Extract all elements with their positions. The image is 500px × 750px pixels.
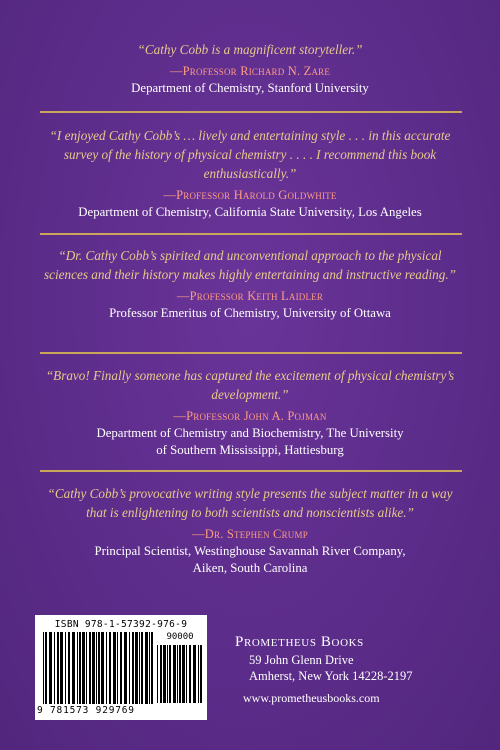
barcode-bar [101,632,104,704]
barcode-bar [198,645,199,703]
endorsement-quote: “Cathy Cobb’s provocative writing style presents the subject matter in a way that is enlightening to both scientists and nonscientists alike.” [47,486,453,520]
gold-divider [40,470,462,472]
barcode-bar [160,645,162,703]
barcode-bar [65,632,66,704]
barcode-bar [45,632,47,704]
barcode-bar [167,645,168,703]
endorsement-affiliation: Department of Chemistry, California State University, Los Angeles [78,205,422,219]
endorsement-1 [40,40,460,97]
endorsement-affiliation-line-1: Principal Scientist, Westinghouse Savannah River Company, [94,544,406,558]
barcode-bar [189,645,191,703]
isbn-barcode [35,615,207,720]
barcode-bar [169,645,171,703]
endorsement-author: —Dr. Stephen Crump [192,527,308,541]
barcode-bar [92,632,95,704]
barcode-bar [132,632,134,704]
addon-barcode-bars [157,645,203,703]
barcode-bar [193,645,196,703]
barcode-bar [124,632,127,704]
barcode-bar [141,632,143,704]
barcode-bar [135,632,138,704]
barcode-bar [79,632,81,704]
barcode-bar [49,632,52,704]
barcode-bar [129,632,130,704]
barcode-bar [120,632,122,704]
publisher-address-line-1: 59 John Glenn Drive [249,653,354,667]
barcode-bar [77,632,78,704]
publisher-address-line-2: Amherst, New York 14228-2197 [249,669,413,683]
ean-digits: 9 781573 929769 [37,705,135,716]
endorsement-affiliation: Department of Chemistry, Stanford University [131,81,369,95]
barcode-bar [68,632,70,704]
endorsement-4 [40,366,460,459]
endorsement-quote: “I enjoyed Cathy Cobb’s … lively and entertaining style . . . in this accurate survey of the history of physical chemistry . . . . I recommend this book enthusiastically.” [49,128,451,181]
barcode-bar [57,632,59,704]
isbn-label: ISBN 978-1-57392-976-9 [54,619,188,630]
barcode-bar [157,645,158,703]
barcode-bar [173,645,176,703]
barcode-bar [98,632,100,704]
barcode-bar [149,632,150,704]
endorsement-affiliation: Professor Emeritus of Chemistry, University of Ottawa [109,306,391,320]
barcode-bar [186,645,187,703]
barcode-bar [151,632,153,704]
gold-divider [40,352,462,354]
barcode-bar [113,632,116,704]
barcode-bar [86,632,87,704]
barcode-bar [177,645,178,703]
barcode-bar [163,645,166,703]
barcode-bar [200,645,202,703]
barcode-bar [109,632,111,704]
endorsement-5 [40,484,460,577]
endorsement-affiliation-line-2: Aiken, South Carolina [192,561,308,575]
endorsement-quote: “Cathy Cobb is a magnificent storyteller.” [137,42,363,57]
barcode-bar [89,632,91,704]
endorsement-author: —Professor John A. Pojman [173,409,327,423]
barcode-bar [96,632,97,704]
ean-barcode-bars [43,632,155,704]
endorsement-affiliation-line-2: of Southern Mississippi, Hattiesburg [156,443,344,457]
publisher-website: www.prometheusbooks.com [243,691,380,705]
barcode-bar [139,632,140,704]
endorsement-2 [40,126,460,221]
endorsement-author: —Professor Richard N. Zare [169,64,331,78]
barcode-bar [182,645,185,703]
barcode-bar [82,632,85,704]
endorsement-author: —Professor Harold Goldwhite [163,188,337,202]
barcode-bar [179,645,181,703]
endorsement-3 [40,246,460,322]
publisher-info [235,632,445,706]
barcode-bar [117,632,118,704]
endorsement-quote: “Dr. Cathy Cobb’s spirited and unconventional approach to the physical sciences and their history makes highly entertaining and instructive reading.” [44,248,456,282]
barcode-bar [54,632,55,704]
barcode-bar [43,632,44,704]
barcode-bar [60,632,63,704]
barcode-bar [72,632,75,704]
endorsement-affiliation-line-1: Department of Chemistry and Biochemistry, The University [96,426,404,440]
endorsement-author: —Professor Keith Laidler [176,289,324,303]
barcode-addon-code: 90000 [166,632,194,642]
endorsement-quote: “Bravo! Finally someone has captured the excitement of physical chemistry’s development.” [45,368,455,402]
barcode-bar [145,632,148,704]
barcode-bar [106,632,107,704]
gold-divider [40,233,462,235]
publisher-name: Prometheus Books [235,634,364,650]
gold-divider [40,111,462,113]
